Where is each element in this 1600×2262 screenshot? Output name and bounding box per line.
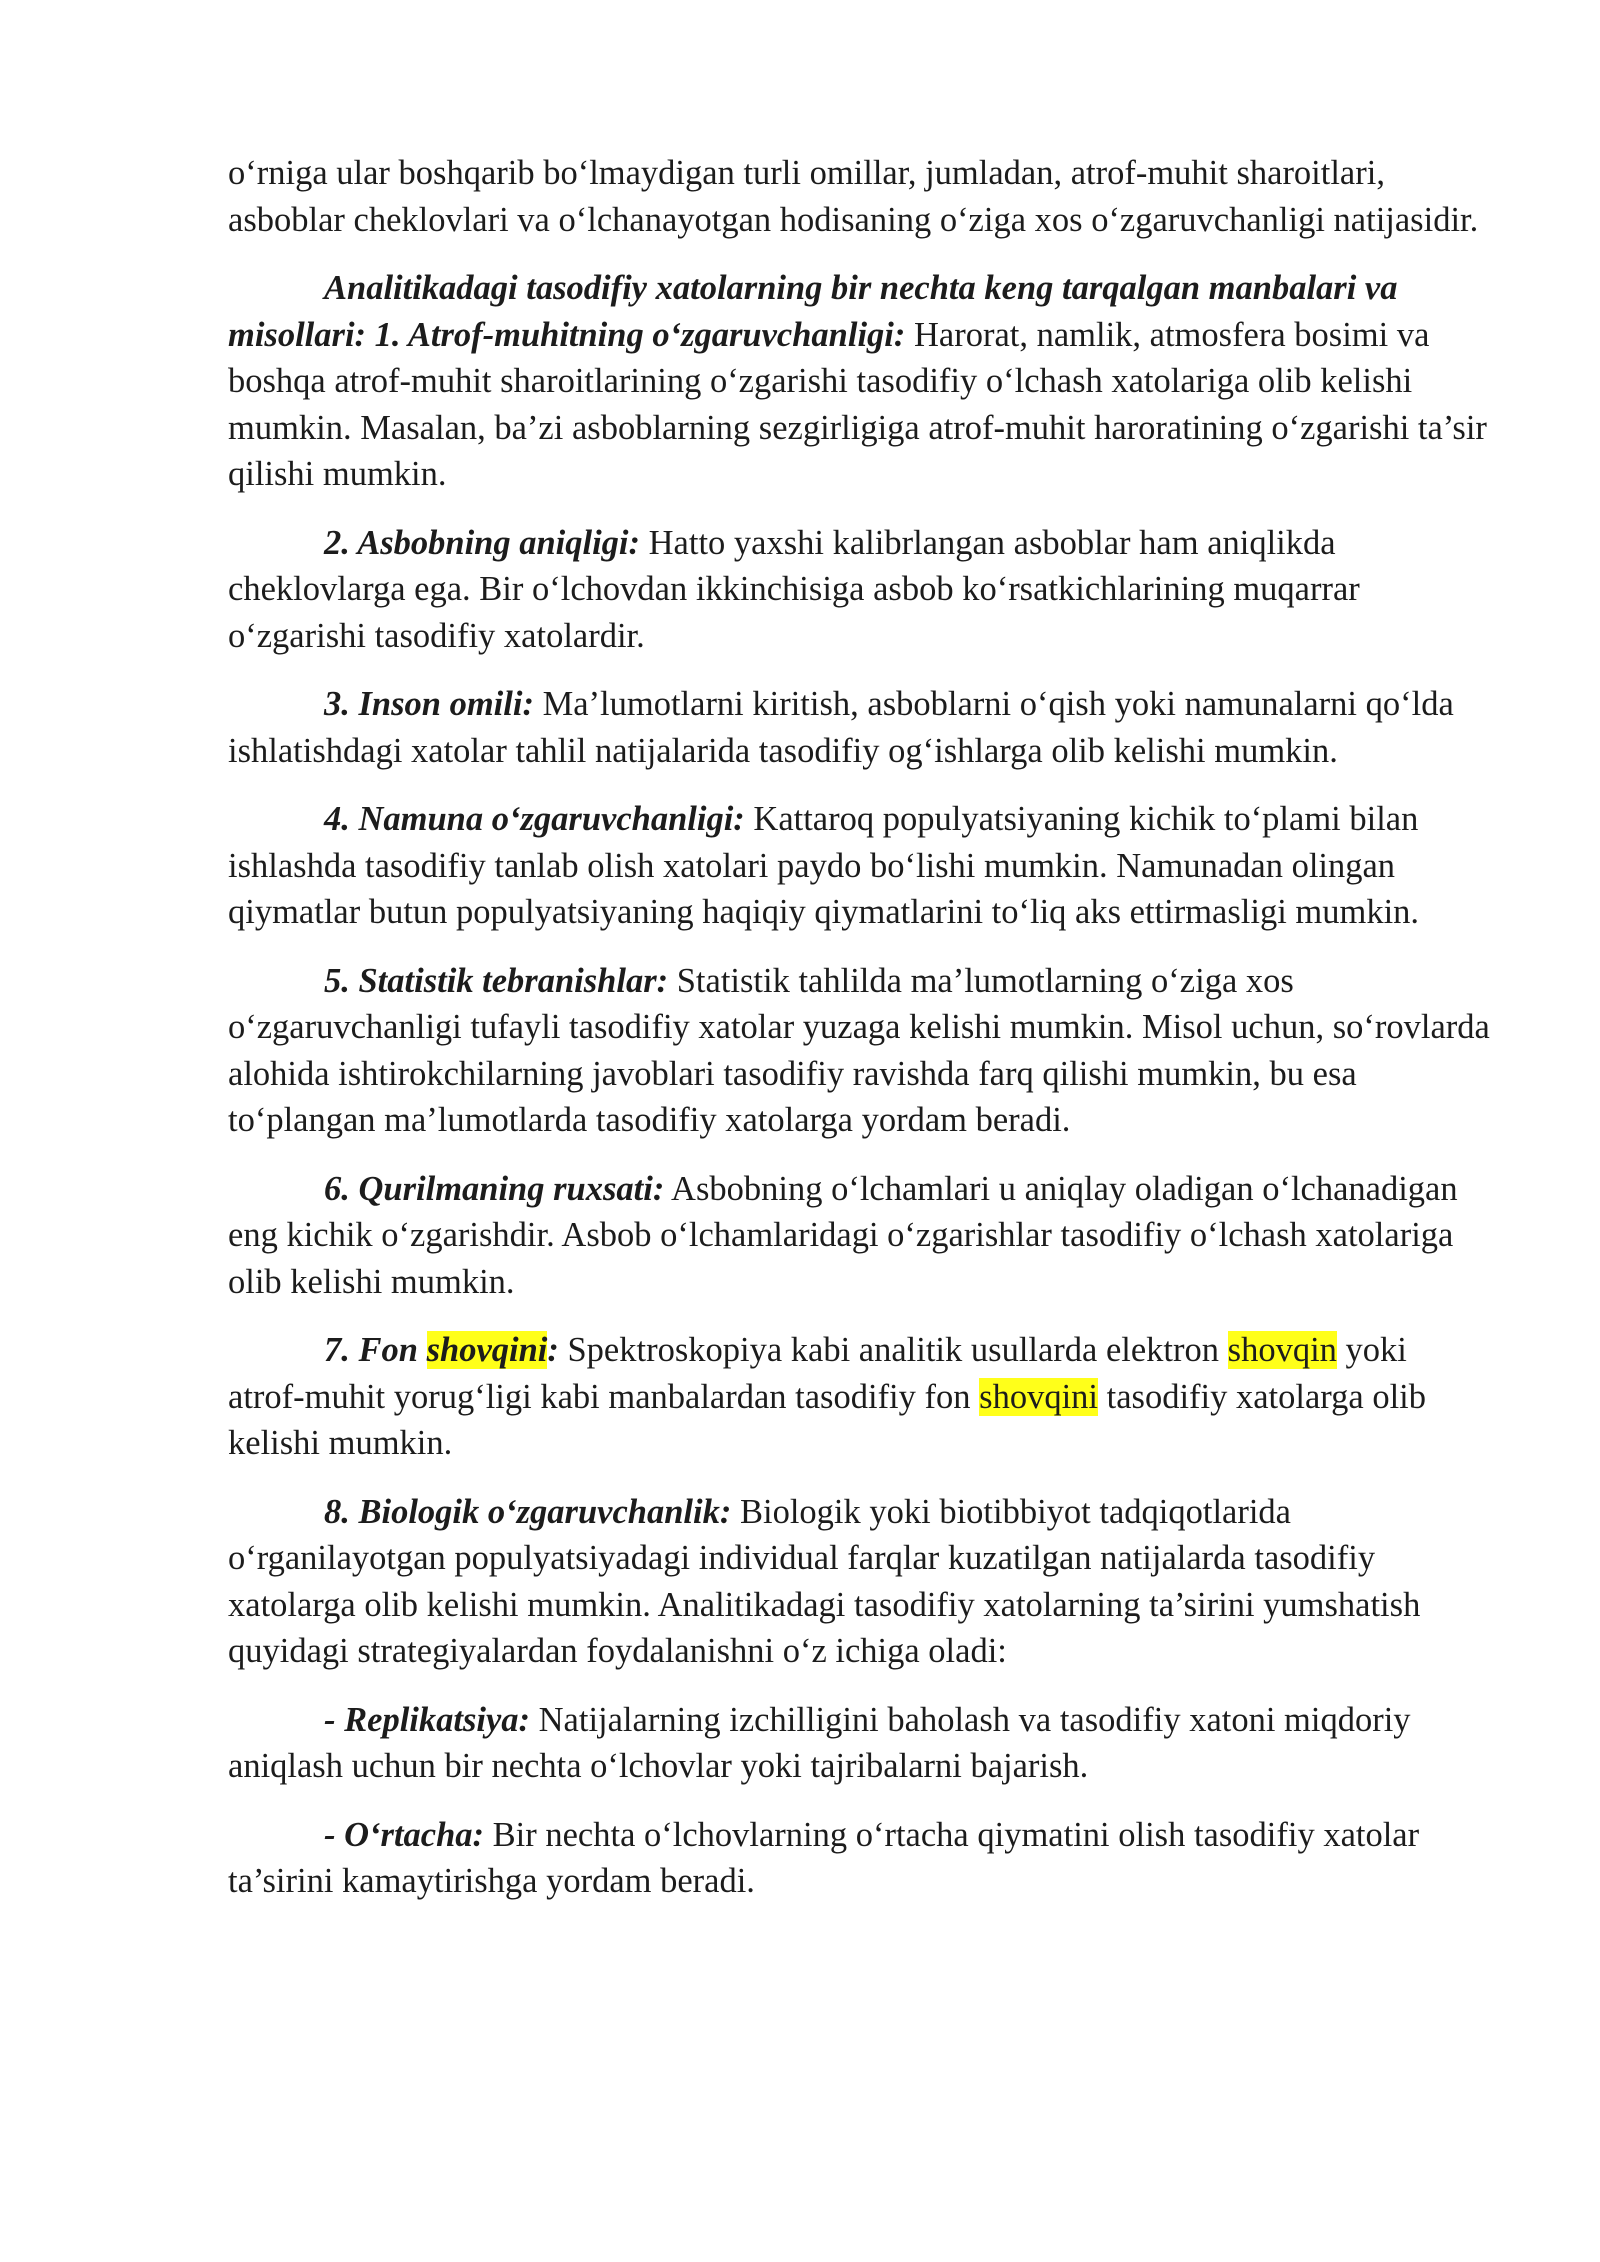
paragraph-heading: 8. Biologik o‘zgaruvchanlik: — [324, 1492, 732, 1531]
paragraph-item-5 — [228, 958, 1490, 1144]
paragraph-text: Asbobning o‘lchamlari u aniqlay oladigan o‘lchanadigan eng kichik o‘zgarishdir. Asbob o‘lchamlaridagi o‘zgarishlar tasodifiy o‘lchash xatolariga olib kelishi mumkin. — [228, 1169, 1458, 1301]
paragraph-text: Natijalarning izchilligini baholash va tasodifiy xatoni miqdoriy aniqlash uchun bir nechta o‘lchovlar yoki tajribalarni bajarish. — [228, 1700, 1411, 1785]
heading-prefix: 7. Fon — [324, 1331, 427, 1369]
paragraph-heading: 5. Statistik tebranishlar: — [324, 961, 669, 1000]
paragraph-text: o‘rniga ular boshqarib bo‘lmaydigan turli omillar, jumladan, atrof-muhit sharoitlari, asboblar cheklovlari va o‘lchanayotgan hodisaning o‘ziga xos o‘zgaruvchanligi natijasidir. — [228, 154, 1479, 239]
paragraph-intro — [228, 150, 1490, 243]
paragraph-heading: 3. Inson omili: — [324, 685, 534, 723]
paragraph-item-6 — [228, 1166, 1490, 1306]
paragraph-text: Kattaroq populyatsiyaning kichik to‘plami bilan ishlashda tasodifiy tanlab olish xatolari paydo bo‘lishi mumkin. Namunadan olingan qiymatlar butun populyatsiyaning haqiqiy qiymatlarini to‘liq aks ettirmasligi mumkin. — [228, 800, 1420, 931]
paragraph-text: Bir nechta o‘lchovlarning o‘rtacha qiymatini olish tasodifiy xatolar ta’sirini kamaytirishga yordam beradi. — [228, 1815, 1420, 1900]
paragraph-text: Biologik yoki biotibbiyot tadqiqotlarida o‘rganilayotgan populyatsiyadagi individual farqlar kuzatilgan natijalarda tasodifiy xatolarga olib kelishi mumkin. Analitikadagi tasodifiy xatolarning ta’sirini yumshatish quyidagi strategiyalardan foydalanishni o‘z ichiga oladi: — [228, 1492, 1421, 1670]
search-highlight: shovqini — [426, 1331, 548, 1369]
paragraph-heading: 6. Qurilmaning ruxsati: — [324, 1169, 665, 1208]
paragraph-heading — [324, 1331, 559, 1369]
paragraph-text: tasodifiy xatolarga olib kelishi mumkin. — [228, 1377, 1427, 1462]
paragraph-heading: - Replikatsiya: — [324, 1700, 531, 1739]
paragraph-text: yoki atrof-muhit yorug‘ligi kabi manbalardan tasodifiy fon — [228, 1331, 1407, 1416]
search-highlight: shovqini — [979, 1377, 1098, 1416]
paragraph-text: Ma’lumotlarni kiritish, asboblarni o‘qish yoki namunalarni qo‘lda ishlatishdagi xatolar tahlil natijalarida tasodifiy og‘ishlarga olib kelishi mumkin. — [228, 685, 1454, 770]
paragraph-heading: 2. Asbobning aniqligi: — [324, 523, 641, 562]
paragraph-text: Hatto yaxshi kalibrlangan asboblar ham aniqlikda cheklovlarga ega. Bir o‘lchovdan ikkinchisiga asbob ko‘rsatkichlarining muqarrar o‘zgarishi tasodifiy xatolardir. — [228, 523, 1360, 655]
paragraph-text: Statistik tahlilda ma’lumotlarning o‘ziga xos o‘zgaruvchanligi tufayli tasodifiy xatolar yuzaga kelishi mumkin. Misol uchun, so‘rovlarda alohida ishtirokchilarning javoblari tasodifiy ravishda farq qilishi mumkin, bu esa to‘plangan ma’lumotlarda tasodifiy xatolarga yordam beradi. — [228, 961, 1490, 1139]
paragraph-averaging — [228, 1812, 1490, 1905]
paragraph-item-4 — [228, 796, 1490, 936]
paragraph-sources — [228, 265, 1490, 498]
paragraph-replication — [228, 1697, 1490, 1790]
heading-suffix: : — [547, 1331, 559, 1369]
paragraph-item-2 — [228, 520, 1490, 660]
document-body — [228, 150, 1490, 1927]
search-highlight: shovqin — [1227, 1331, 1337, 1369]
paragraph-text: Spektroskopiya kabi analitik usullarda elektron — [558, 1331, 1228, 1369]
paragraph-heading: - O‘rtacha: — [324, 1815, 485, 1854]
paragraph-item-7 — [228, 1327, 1490, 1467]
paragraph-heading: Analitikadagi tasodifiy xatolarning bir nechta keng tarqalgan manbalari va misollari: 1. Atrof-muhitning o‘zgaruvchanligi: — [228, 269, 1398, 354]
paragraph-item-3 — [228, 681, 1490, 774]
paragraph-heading: 4. Namuna o‘zgaruvchanligi: — [324, 800, 745, 838]
paragraph-item-8 — [228, 1489, 1490, 1675]
paragraph-text: Harorat, namlik, atmosfera bosimi va boshqa atrof-muhit sharoitlarining o‘zgarishi tasodifiy o‘lchash xatolariga olib kelishi mumkin. Masalan, ba’zi asboblarning sezgirligiga atrof-muhit haroratining o‘zgarishi ta’sir qilishi mumkin. — [228, 315, 1487, 493]
